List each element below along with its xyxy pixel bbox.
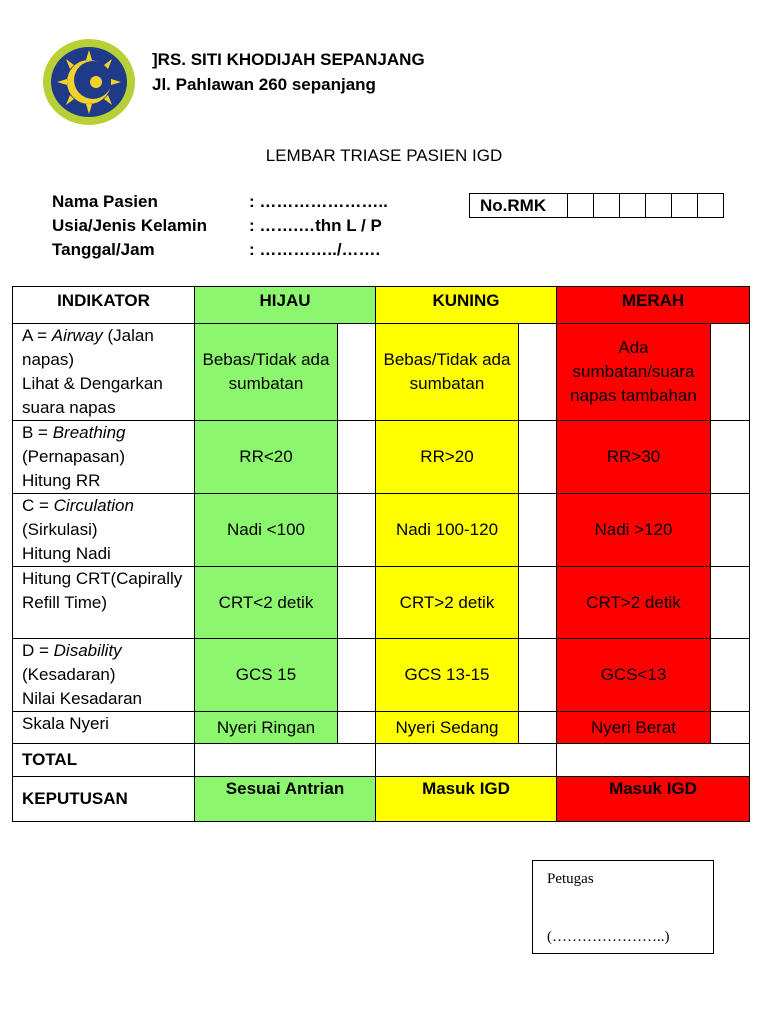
rmk-box [469, 193, 724, 218]
header-kuning: KUNING [376, 287, 557, 324]
signature-box [532, 860, 714, 954]
total-merah-field[interactable] [557, 744, 750, 777]
patient-age-field[interactable]: : …….…thn L / P [249, 216, 382, 235]
hospital-address: Jl. Pahlawan 260 sepanjang [152, 75, 376, 94]
rmk-digit-box[interactable] [594, 194, 620, 217]
total-label: TOTAL [13, 744, 195, 777]
rmk-digit-box[interactable] [646, 194, 672, 217]
hijau-check-box[interactable] [338, 639, 376, 712]
hijau-check-box[interactable] [338, 494, 376, 567]
merah-check-box[interactable] [711, 567, 750, 639]
decision-kuning: Masuk IGD [376, 777, 557, 822]
table-header-row [13, 287, 750, 324]
hospital-name: ]RS. SITI KHODIJAH SEPANJANG [152, 50, 425, 69]
indicator-pain-scale: Skala Nyeri [13, 712, 195, 744]
hijau-pain: Nyeri Ringan [195, 712, 338, 744]
patient-name-label: Nama Pasien [52, 192, 158, 211]
merah-check-box[interactable] [711, 324, 750, 421]
decision-row [13, 777, 750, 822]
hijau-circulation: Nadi <100 [195, 494, 338, 567]
hijau-check-box[interactable] [338, 421, 376, 494]
hijau-breathing: RR<20 [195, 421, 338, 494]
kuning-circulation: Nadi 100-120 [376, 494, 519, 567]
merah-disability: GCS<13 [557, 639, 711, 712]
kuning-airway: Bebas/Tidak ada sumbatan [376, 324, 519, 421]
rmk-label: No.RMK [470, 194, 568, 217]
merah-crt: CRT>2 detik [557, 567, 711, 639]
patient-name-field[interactable]: : ………………….. [249, 192, 388, 211]
header-merah: MERAH [557, 287, 750, 324]
hijau-check-box[interactable] [338, 712, 376, 744]
merah-check-box[interactable] [711, 421, 750, 494]
hijau-check-box[interactable] [338, 567, 376, 639]
table-row [13, 639, 750, 712]
hijau-airway: Bebas/Tidak ada sumbatan [195, 324, 338, 421]
hijau-crt: CRT<2 detik [195, 567, 338, 639]
kuning-check-box[interactable] [519, 639, 557, 712]
kuning-breathing: RR>20 [376, 421, 519, 494]
merah-pain: Nyeri Berat [557, 712, 711, 744]
table-row [13, 494, 750, 567]
header-indikator: INDIKATOR [13, 287, 195, 324]
kuning-check-box[interactable] [519, 421, 557, 494]
kuning-crt: CRT>2 detik [376, 567, 519, 639]
merah-circulation: Nadi >120 [557, 494, 711, 567]
signature-label: Petugas [547, 871, 594, 887]
indicator-crt: Hitung CRT(Capirally Refill Time) [13, 567, 195, 639]
decision-merah: Masuk IGD [557, 777, 750, 822]
merah-check-box[interactable] [711, 494, 750, 567]
header-hijau: HIJAU [195, 287, 376, 324]
table-row [13, 567, 750, 639]
rmk-digit-box[interactable] [672, 194, 698, 217]
decision-label: KEPUTUSAN [13, 777, 195, 822]
indicator-disability: D = Disability (Kesadaran) Nilai Kesadaran [13, 639, 195, 712]
kuning-check-box[interactable] [519, 567, 557, 639]
kuning-check-box[interactable] [519, 712, 557, 744]
rmk-digit-box[interactable] [698, 194, 723, 217]
kuning-check-box[interactable] [519, 494, 557, 567]
hospital-logo [42, 38, 136, 126]
indicator-breathing: B = Breathing (Pernapasan) Hitung RR [13, 421, 195, 494]
indicator-circulation: C = Circulation (Sirkulasi) Hitung Nadi [13, 494, 195, 567]
merah-check-box[interactable] [711, 639, 750, 712]
indicator-airway: A = Airway (Jalan napas) Lihat & Dengarkan suara napas [13, 324, 195, 421]
decision-hijau: Sesuai Antrian [195, 777, 376, 822]
merah-check-box[interactable] [711, 712, 750, 744]
triage-table [12, 286, 750, 822]
total-kuning-field[interactable] [376, 744, 557, 777]
signature-line[interactable]: (…………………..) [547, 929, 670, 945]
merah-breathing: RR>30 [557, 421, 711, 494]
patient-date-field[interactable]: : …………../……. [249, 240, 381, 259]
patient-age-label: Usia/Jenis Kelamin [52, 216, 207, 235]
form-title: LEMBAR TRIASE PASIEN IGD [265, 146, 503, 165]
kuning-pain: Nyeri Sedang [376, 712, 519, 744]
hijau-disability: GCS 15 [195, 639, 338, 712]
kuning-check-box[interactable] [519, 324, 557, 421]
table-row [13, 712, 750, 744]
rmk-digit-box[interactable] [568, 194, 594, 217]
hijau-check-box[interactable] [338, 324, 376, 421]
merah-airway: Ada sumbatan/suara napas tambahan [557, 324, 711, 421]
patient-date-label: Tanggal/Jam [52, 240, 155, 259]
table-row [13, 421, 750, 494]
rmk-digit-box[interactable] [620, 194, 646, 217]
total-hijau-field[interactable] [195, 744, 376, 777]
kuning-disability: GCS 13-15 [376, 639, 519, 712]
total-row [13, 744, 750, 777]
table-row [13, 324, 750, 421]
